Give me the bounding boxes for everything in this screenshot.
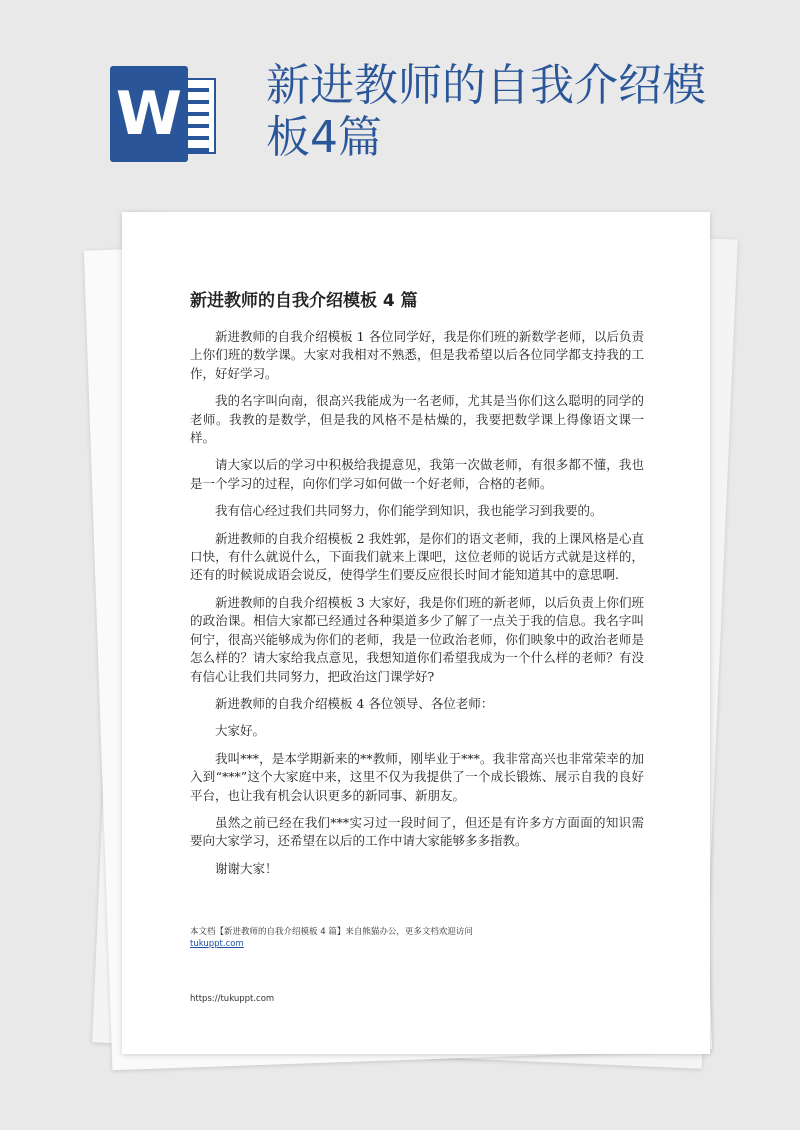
banner-title: 新进教师的自我介绍模板4篇 [266,60,706,163]
document-body [190,328,644,887]
paragraph: 虽然之前已经在我们***实习过一段时间了，但还是有许多方方面面的知识需要向大家学习，还希望在以后的工作中请大家能够多多指教。 [190,814,644,849]
paragraph: 我叫***，是本学期新来的**教师，刚毕业于***。我非常高兴也非常荣幸的加入到“***”这个大家庭中来，这里不仅为我提供了一个成长锻炼、展示自我的良好平台，也让我有机会认识更多的新同事、新朋友。 [190,750,644,803]
source-link[interactable]: tukuppt.com [190,939,244,949]
paragraph: 大家好。 [215,723,266,739]
paragraph: 我有信心经过我们共同努力，你们能学到知识，我也能学习到我要的。 [215,503,603,519]
paragraph: 新进教师的自我介绍模板 4 各位领导、各位老师： [215,695,494,711]
paragraph: 新进教师的自我介绍模板 3 大家好，我是你们班的新老师，以后负责上你们班的政治课。相信大家都已经通过各种渠道多少了解了一点关于我的信息。我名字叫何宁，很高兴能够成为你们的老师，我是一位政治老师，你们映象中的政治老师是怎么样的？请大家给我点意见，我想知道你们希望我成为一个什么样的老师？有没有信心让我们共同努力，把政治这门课学好? [190,594,644,684]
paragraph: 新进教师的自我介绍模板 2 我姓郭，是你们的语文老师，我的上课风格是心直口快，有什么就说什么，下面我们就来上课吧，这位老师的说话方式就是这样的，还有的时候说成语会说反，使得学生们要反应很长时间才能知道其中的意思啊. [190,530,644,583]
source-note [190,926,644,950]
paragraph: 谢谢大家！ [215,860,278,876]
document-page [122,212,710,1054]
banner [0,0,800,200]
page-url: https://tukuppt.com [190,994,275,1004]
paragraph: 请大家以后的学习中积极给我提意见，我第一次做老师，有很多都不懂，我也是一个学习的过程，向你们学习如何做一个好老师，合格的老师。 [190,457,644,491]
paragraph: 新进教师的自我介绍模板 1 各位同学好，我是你们班的新数学老师，以后负责上你们班的数学课。大家对我相对不熟悉，但是我希望以后各位同学都支持我的工作，好好学习。 [190,329,644,381]
document-title: 新进教师的自我介绍模板 4 篇 [190,291,418,311]
word-logo-icon: W [110,66,188,162]
paragraph: 我的名字叫向南，很高兴我能成为一名老师，尤其是当你们这么聪明的同学的老师。我教的是数学，但是我的风格不是枯燥的，我要把数学课上得像语文课一样。 [190,393,644,446]
source-note-text: 本文档【新进教师的自我介绍模板 4 篇】来自熊猫办公，更多文档欢迎访问 [190,927,473,937]
